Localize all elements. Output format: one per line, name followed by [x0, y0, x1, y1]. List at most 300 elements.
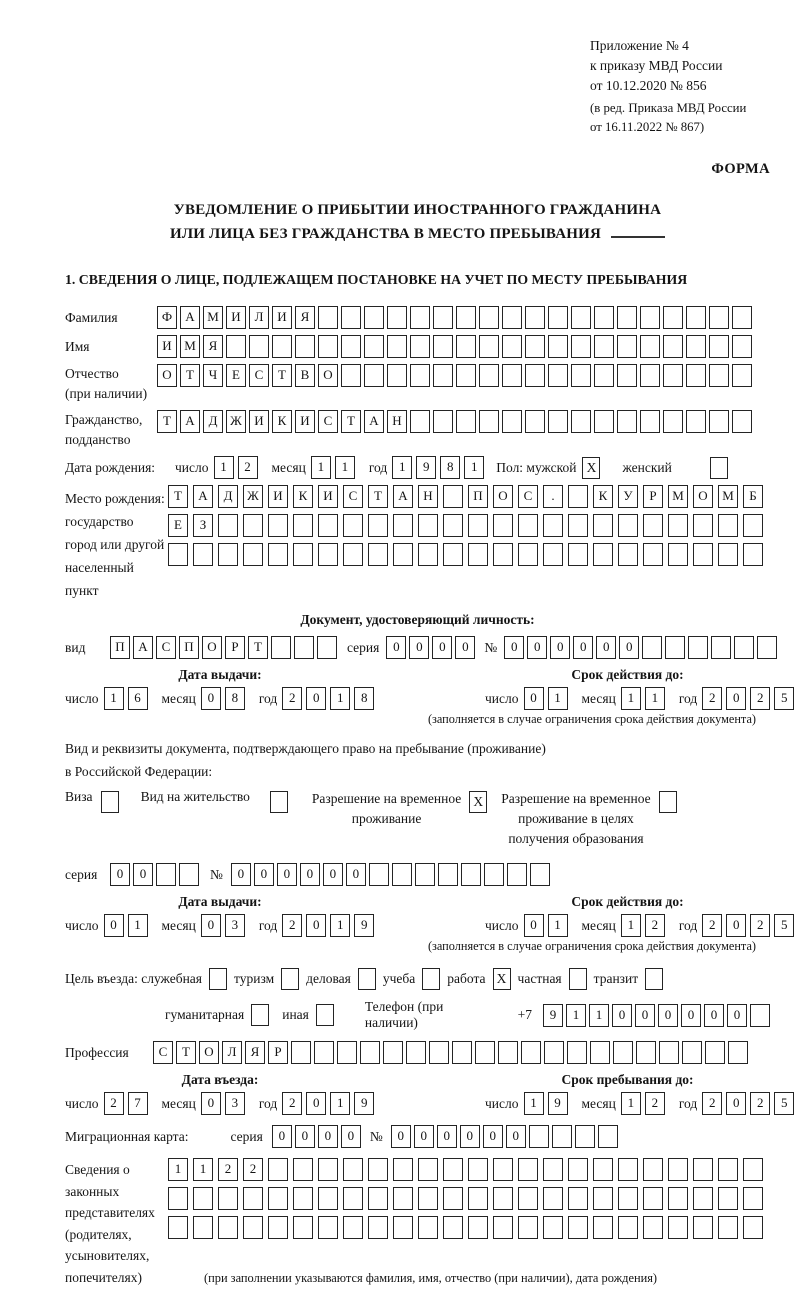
char-box[interactable] — [218, 514, 238, 537]
char-box[interactable] — [368, 1158, 388, 1181]
char-box[interactable] — [294, 636, 314, 659]
char-box[interactable] — [410, 335, 430, 358]
char-box[interactable] — [268, 543, 288, 566]
char-box[interactable]: А — [180, 306, 200, 329]
digit-box[interactable]: 0 — [306, 1092, 326, 1115]
char-box[interactable] — [575, 1125, 595, 1148]
char-box[interactable]: 0 — [550, 636, 570, 659]
char-box[interactable] — [293, 543, 313, 566]
char-box[interactable]: 1 — [168, 1158, 188, 1181]
char-box[interactable]: Т — [157, 410, 177, 433]
char-box[interactable] — [343, 1158, 363, 1181]
digit-box[interactable]: 2 — [282, 914, 302, 937]
char-box[interactable] — [734, 636, 754, 659]
char-box[interactable] — [429, 1041, 449, 1064]
char-box[interactable] — [433, 364, 453, 387]
digit-box[interactable]: 8 — [225, 687, 245, 710]
char-box[interactable] — [368, 1187, 388, 1210]
char-box[interactable] — [291, 1041, 311, 1064]
char-box[interactable] — [243, 1216, 263, 1239]
char-box[interactable] — [468, 1158, 488, 1181]
char-box[interactable] — [521, 1041, 541, 1064]
char-box[interactable] — [418, 1187, 438, 1210]
digit-box[interactable]: 1 — [330, 687, 350, 710]
char-box[interactable]: Т — [168, 485, 188, 508]
char-box[interactable] — [668, 1158, 688, 1181]
char-box[interactable]: 0 — [504, 636, 524, 659]
char-box[interactable] — [543, 543, 563, 566]
digit-box[interactable]: 1 — [621, 914, 641, 937]
char-box[interactable]: 0 — [110, 863, 130, 886]
temp-residence-edu-checkbox[interactable] — [659, 791, 677, 813]
char-box[interactable] — [498, 1041, 518, 1064]
char-box[interactable]: 0 — [341, 1125, 361, 1148]
char-box[interactable] — [341, 306, 361, 329]
char-box[interactable] — [243, 543, 263, 566]
char-box[interactable] — [493, 1187, 513, 1210]
char-box[interactable] — [493, 1216, 513, 1239]
char-box[interactable] — [387, 364, 407, 387]
char-box[interactable] — [668, 543, 688, 566]
char-box[interactable] — [594, 335, 614, 358]
char-box[interactable]: А — [364, 410, 384, 433]
char-box[interactable]: Я — [245, 1041, 265, 1064]
digit-box[interactable]: 2 — [282, 687, 302, 710]
char-box[interactable]: 0 — [133, 863, 153, 886]
digit-box[interactable]: 2 — [645, 1092, 665, 1115]
char-box[interactable] — [393, 1187, 413, 1210]
char-box[interactable] — [598, 1125, 618, 1148]
char-box[interactable]: Ж — [226, 410, 246, 433]
char-box[interactable]: К — [593, 485, 613, 508]
char-box[interactable] — [518, 1187, 538, 1210]
char-box[interactable] — [341, 335, 361, 358]
char-box[interactable] — [594, 410, 614, 433]
char-box[interactable] — [456, 335, 476, 358]
char-box[interactable] — [410, 364, 430, 387]
char-box[interactable] — [636, 1041, 656, 1064]
char-box[interactable] — [663, 306, 683, 329]
char-box[interactable] — [360, 1041, 380, 1064]
char-box[interactable] — [179, 863, 199, 886]
digit-box[interactable]: 8 — [440, 456, 460, 479]
digit-box[interactable]: 0 — [524, 914, 544, 937]
char-box[interactable] — [468, 1216, 488, 1239]
digit-box[interactable]: 0 — [306, 687, 326, 710]
char-box[interactable] — [243, 1187, 263, 1210]
char-box[interactable]: 0 — [254, 863, 274, 886]
char-box[interactable] — [502, 364, 522, 387]
char-box[interactable] — [571, 306, 591, 329]
char-box[interactable] — [686, 335, 706, 358]
char-box[interactable] — [479, 364, 499, 387]
char-box[interactable] — [418, 1216, 438, 1239]
char-box[interactable]: Д — [203, 410, 223, 433]
char-box[interactable] — [743, 1158, 763, 1181]
char-box[interactable]: 0 — [612, 1004, 632, 1027]
char-box[interactable] — [568, 1216, 588, 1239]
char-box[interactable]: Б — [743, 485, 763, 508]
char-box[interactable] — [543, 1216, 563, 1239]
char-box[interactable]: Т — [368, 485, 388, 508]
char-box[interactable]: А — [133, 636, 153, 659]
char-box[interactable]: 0 — [704, 1004, 724, 1027]
char-box[interactable] — [743, 1187, 763, 1210]
male-checkbox[interactable]: X — [582, 457, 600, 479]
char-box[interactable] — [433, 410, 453, 433]
char-box[interactable] — [686, 410, 706, 433]
char-box[interactable]: 0 — [346, 863, 366, 886]
char-box[interactable] — [268, 1216, 288, 1239]
char-box[interactable]: М — [203, 306, 223, 329]
char-box[interactable] — [548, 306, 568, 329]
char-box[interactable] — [343, 543, 363, 566]
char-box[interactable] — [618, 514, 638, 537]
char-box[interactable]: И — [226, 306, 246, 329]
char-box[interactable] — [709, 306, 729, 329]
char-box[interactable]: 0 — [619, 636, 639, 659]
char-box[interactable] — [249, 335, 269, 358]
digit-box[interactable]: 1 — [214, 456, 234, 479]
char-box[interactable] — [732, 306, 752, 329]
char-box[interactable] — [168, 1216, 188, 1239]
char-box[interactable] — [272, 335, 292, 358]
char-box[interactable]: Ф — [157, 306, 177, 329]
char-box[interactable] — [295, 335, 315, 358]
char-box[interactable]: 0 — [409, 636, 429, 659]
char-box[interactable] — [343, 514, 363, 537]
digit-box[interactable]: 2 — [238, 456, 258, 479]
char-box[interactable] — [364, 335, 384, 358]
char-box[interactable] — [718, 543, 738, 566]
char-box[interactable] — [479, 335, 499, 358]
char-box[interactable]: 0 — [391, 1125, 411, 1148]
char-box[interactable] — [593, 1216, 613, 1239]
char-box[interactable]: 0 — [483, 1125, 503, 1148]
char-box[interactable] — [468, 1187, 488, 1210]
char-box[interactable] — [525, 335, 545, 358]
char-box[interactable] — [418, 1158, 438, 1181]
char-box[interactable] — [502, 335, 522, 358]
char-box[interactable]: М — [718, 485, 738, 508]
char-box[interactable] — [640, 410, 660, 433]
char-box[interactable] — [686, 364, 706, 387]
char-box[interactable]: Д — [218, 485, 238, 508]
char-box[interactable] — [693, 514, 713, 537]
char-box[interactable] — [387, 335, 407, 358]
char-box[interactable] — [318, 1158, 338, 1181]
char-box[interactable] — [548, 410, 568, 433]
char-box[interactable]: Н — [418, 485, 438, 508]
char-box[interactable]: М — [668, 485, 688, 508]
digit-box[interactable]: 3 — [225, 1092, 245, 1115]
char-box[interactable] — [484, 863, 504, 886]
char-box[interactable] — [493, 514, 513, 537]
char-box[interactable] — [718, 1158, 738, 1181]
char-box[interactable] — [168, 543, 188, 566]
study-checkbox[interactable] — [422, 968, 440, 990]
char-box[interactable]: Я — [295, 306, 315, 329]
char-box[interactable] — [705, 1041, 725, 1064]
char-box[interactable] — [643, 1187, 663, 1210]
char-box[interactable] — [718, 1216, 738, 1239]
digit-box[interactable]: 1 — [330, 914, 350, 937]
char-box[interactable] — [268, 514, 288, 537]
digit-box[interactable]: 8 — [354, 687, 374, 710]
char-box[interactable] — [525, 306, 545, 329]
char-box[interactable]: Е — [168, 514, 188, 537]
char-box[interactable]: И — [272, 306, 292, 329]
char-box[interactable] — [693, 1216, 713, 1239]
char-box[interactable] — [410, 306, 430, 329]
digit-box[interactable]: 2 — [750, 914, 770, 937]
char-box[interactable] — [406, 1041, 426, 1064]
char-box[interactable] — [568, 1158, 588, 1181]
digit-box[interactable]: 5 — [774, 687, 794, 710]
char-box[interactable] — [218, 1187, 238, 1210]
char-box[interactable]: 0 — [437, 1125, 457, 1148]
char-box[interactable] — [369, 863, 389, 886]
char-box[interactable]: К — [293, 485, 313, 508]
char-box[interactable] — [456, 306, 476, 329]
char-box[interactable] — [456, 364, 476, 387]
char-box[interactable] — [387, 306, 407, 329]
char-box[interactable] — [468, 543, 488, 566]
char-box[interactable] — [502, 410, 522, 433]
char-box[interactable]: 0 — [460, 1125, 480, 1148]
char-box[interactable]: Л — [249, 306, 269, 329]
char-box[interactable] — [368, 543, 388, 566]
char-box[interactable] — [368, 1216, 388, 1239]
char-box[interactable] — [156, 863, 176, 886]
char-box[interactable] — [393, 1158, 413, 1181]
char-box[interactable] — [663, 364, 683, 387]
char-box[interactable]: Р — [225, 636, 245, 659]
char-box[interactable] — [218, 1216, 238, 1239]
char-box[interactable] — [415, 863, 435, 886]
digit-box[interactable]: 9 — [416, 456, 436, 479]
char-box[interactable]: 0 — [272, 1125, 292, 1148]
char-box[interactable] — [594, 306, 614, 329]
char-box[interactable] — [364, 364, 384, 387]
digit-box[interactable]: 1 — [548, 914, 568, 937]
char-box[interactable]: 0 — [527, 636, 547, 659]
digit-box[interactable]: 2 — [750, 687, 770, 710]
char-box[interactable]: У — [618, 485, 638, 508]
digit-box[interactable]: 1 — [104, 687, 124, 710]
char-box[interactable] — [475, 1041, 495, 1064]
digit-box[interactable]: 0 — [201, 914, 221, 937]
char-box[interactable]: 0 — [277, 863, 297, 886]
char-box[interactable]: М — [180, 335, 200, 358]
char-box[interactable] — [732, 335, 752, 358]
char-box[interactable] — [318, 1187, 338, 1210]
char-box[interactable] — [571, 410, 591, 433]
char-box[interactable] — [688, 636, 708, 659]
char-box[interactable]: 0 — [573, 636, 593, 659]
char-box[interactable] — [618, 1158, 638, 1181]
char-box[interactable] — [293, 1158, 313, 1181]
char-box[interactable] — [518, 514, 538, 537]
char-box[interactable] — [617, 306, 637, 329]
char-box[interactable] — [743, 514, 763, 537]
char-box[interactable] — [479, 410, 499, 433]
digit-box[interactable]: 0 — [104, 914, 124, 937]
digit-box[interactable]: 1 — [548, 687, 568, 710]
char-box[interactable]: Л — [222, 1041, 242, 1064]
char-box[interactable] — [543, 1187, 563, 1210]
char-box[interactable]: С — [153, 1041, 173, 1064]
digit-box[interactable]: 1 — [464, 456, 484, 479]
char-box[interactable] — [568, 485, 588, 508]
char-box[interactable] — [665, 636, 685, 659]
char-box[interactable] — [642, 636, 662, 659]
char-box[interactable] — [593, 543, 613, 566]
humanitarian-checkbox[interactable] — [251, 1004, 269, 1026]
char-box[interactable] — [668, 1187, 688, 1210]
char-box[interactable] — [594, 364, 614, 387]
char-box[interactable]: 0 — [506, 1125, 526, 1148]
char-box[interactable] — [293, 514, 313, 537]
business-checkbox[interactable] — [358, 968, 376, 990]
char-box[interactable]: 0 — [681, 1004, 701, 1027]
work-checkbox[interactable]: X — [493, 968, 511, 990]
char-box[interactable] — [640, 335, 660, 358]
char-box[interactable] — [318, 1216, 338, 1239]
tourism-checkbox[interactable] — [281, 968, 299, 990]
char-box[interactable] — [548, 364, 568, 387]
char-box[interactable] — [443, 1158, 463, 1181]
char-box[interactable] — [507, 863, 527, 886]
char-box[interactable] — [530, 863, 550, 886]
char-box[interactable] — [663, 335, 683, 358]
char-box[interactable] — [617, 364, 637, 387]
char-box[interactable] — [368, 514, 388, 537]
char-box[interactable]: П — [110, 636, 130, 659]
char-box[interactable]: П — [468, 485, 488, 508]
char-box[interactable] — [525, 410, 545, 433]
digit-box[interactable]: 9 — [354, 1092, 374, 1115]
char-box[interactable] — [218, 543, 238, 566]
char-box[interactable]: О — [157, 364, 177, 387]
char-box[interactable]: 0 — [300, 863, 320, 886]
char-box[interactable] — [659, 1041, 679, 1064]
char-box[interactable] — [548, 335, 568, 358]
char-box[interactable] — [728, 1041, 748, 1064]
char-box[interactable] — [593, 1187, 613, 1210]
digit-box[interactable]: 2 — [702, 1092, 722, 1115]
char-box[interactable]: О — [693, 485, 713, 508]
char-box[interactable] — [493, 543, 513, 566]
char-box[interactable] — [568, 543, 588, 566]
char-box[interactable] — [364, 306, 384, 329]
char-box[interactable]: 0 — [596, 636, 616, 659]
digit-box[interactable]: 2 — [282, 1092, 302, 1115]
char-box[interactable] — [318, 514, 338, 537]
digit-box[interactable]: 0 — [726, 914, 746, 937]
char-box[interactable] — [318, 306, 338, 329]
char-box[interactable]: И — [157, 335, 177, 358]
char-box[interactable] — [618, 543, 638, 566]
digit-box[interactable]: 1 — [392, 456, 412, 479]
char-box[interactable] — [757, 636, 777, 659]
char-box[interactable]: 0 — [432, 636, 452, 659]
digit-box[interactable]: 2 — [750, 1092, 770, 1115]
char-box[interactable]: Т — [176, 1041, 196, 1064]
char-box[interactable] — [293, 1187, 313, 1210]
digit-box[interactable]: 9 — [548, 1092, 568, 1115]
official-checkbox[interactable] — [209, 968, 227, 990]
char-box[interactable] — [392, 863, 412, 886]
char-box[interactable]: О — [318, 364, 338, 387]
char-box[interactable] — [682, 1041, 702, 1064]
char-box[interactable]: Р — [643, 485, 663, 508]
char-box[interactable]: И — [249, 410, 269, 433]
char-box[interactable] — [452, 1041, 472, 1064]
residence-permit-checkbox[interactable] — [270, 791, 288, 813]
char-box[interactable] — [543, 1158, 563, 1181]
char-box[interactable]: 0 — [323, 863, 343, 886]
char-box[interactable] — [318, 335, 338, 358]
char-box[interactable]: 0 — [295, 1125, 315, 1148]
char-box[interactable] — [571, 335, 591, 358]
char-box[interactable] — [643, 543, 663, 566]
digit-box[interactable]: 0 — [726, 1092, 746, 1115]
char-box[interactable] — [383, 1041, 403, 1064]
char-box[interactable] — [456, 410, 476, 433]
digit-box[interactable]: 1 — [335, 456, 355, 479]
char-box[interactable]: 0 — [635, 1004, 655, 1027]
char-box[interactable]: . — [543, 485, 563, 508]
digit-box[interactable]: 2 — [702, 687, 722, 710]
char-box[interactable] — [443, 543, 463, 566]
char-box[interactable] — [593, 514, 613, 537]
char-box[interactable]: 1 — [589, 1004, 609, 1027]
char-box[interactable]: О — [493, 485, 513, 508]
char-box[interactable]: К — [272, 410, 292, 433]
digit-box[interactable]: 1 — [621, 687, 641, 710]
char-box[interactable] — [543, 514, 563, 537]
char-box[interactable] — [518, 1216, 538, 1239]
char-box[interactable] — [568, 1187, 588, 1210]
char-box[interactable] — [663, 410, 683, 433]
char-box[interactable]: 0 — [318, 1125, 338, 1148]
char-box[interactable] — [479, 306, 499, 329]
char-box[interactable] — [709, 410, 729, 433]
char-box[interactable] — [337, 1041, 357, 1064]
char-box[interactable]: С — [343, 485, 363, 508]
char-box[interactable]: 1 — [193, 1158, 213, 1181]
digit-box[interactable]: 2 — [702, 914, 722, 937]
char-box[interactable] — [568, 514, 588, 537]
digit-box[interactable]: 1 — [524, 1092, 544, 1115]
char-box[interactable]: С — [518, 485, 538, 508]
char-box[interactable] — [668, 1216, 688, 1239]
char-box[interactable]: А — [393, 485, 413, 508]
char-box[interactable] — [410, 410, 430, 433]
digit-box[interactable]: 7 — [128, 1092, 148, 1115]
char-box[interactable] — [343, 1216, 363, 1239]
char-box[interactable]: Ч — [203, 364, 223, 387]
female-checkbox[interactable] — [710, 457, 728, 479]
char-box[interactable]: Я — [203, 335, 223, 358]
char-box[interactable]: 0 — [658, 1004, 678, 1027]
char-box[interactable] — [743, 543, 763, 566]
char-box[interactable] — [529, 1125, 549, 1148]
char-box[interactable] — [433, 306, 453, 329]
char-box[interactable] — [317, 636, 337, 659]
char-box[interactable] — [493, 1158, 513, 1181]
